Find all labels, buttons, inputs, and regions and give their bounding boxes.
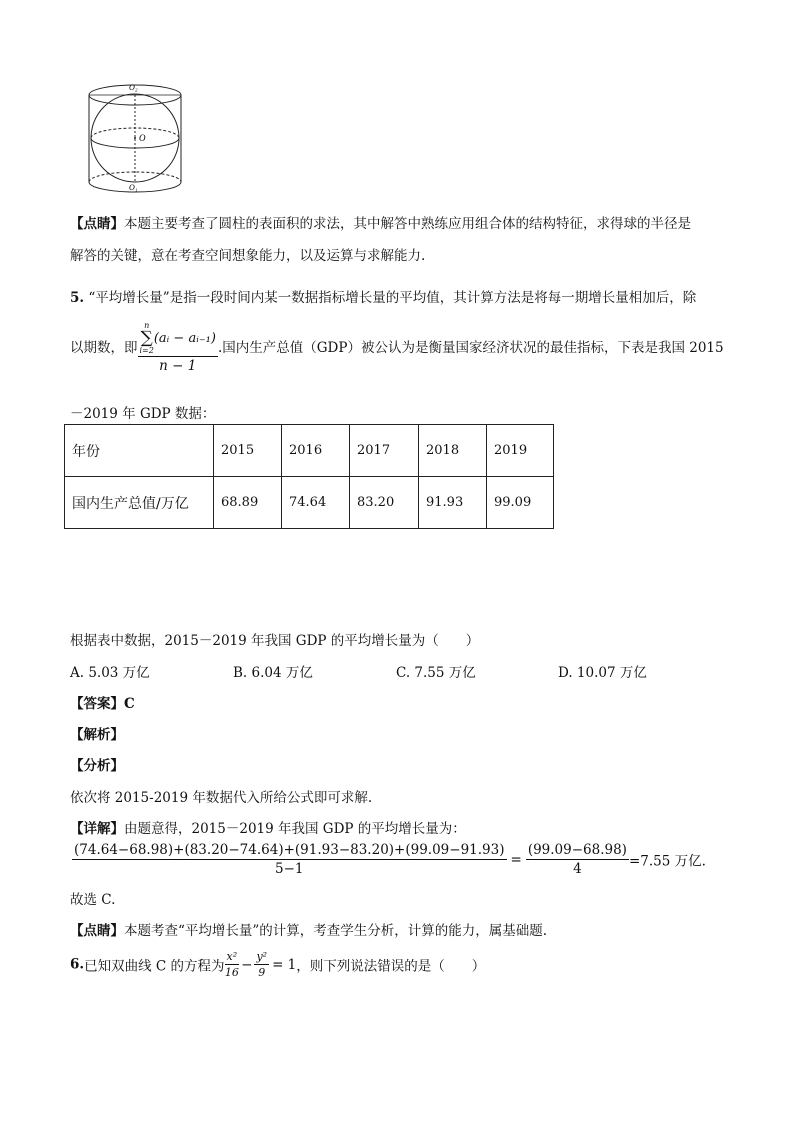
detail-tag: 【详解】 — [70, 821, 124, 837]
hyperbola-term-y — [254, 950, 269, 979]
detail-line — [70, 817, 466, 837]
table-cell: 68.89 — [214, 477, 282, 529]
answer-value: C — [124, 696, 135, 712]
analysis-tag: 【解析】 — [70, 727, 124, 743]
q5-line3: －2019 年 GDP 数据： — [70, 406, 216, 422]
sum-upper: n — [144, 321, 150, 330]
label-o2: O₂ — [129, 83, 138, 92]
answer-tag: 【答案】 — [70, 696, 124, 712]
q5-line2-suffix: .国内生产总值（GDP）被公认为是衡量国家经济状况的最佳指标，下表是我国 2015 — [217, 340, 724, 356]
formula-fraction-1 — [72, 842, 507, 877]
table-cell: 91.93 — [419, 477, 487, 529]
formula-result: =7.55 万亿. — [628, 853, 706, 870]
computation-formula — [72, 842, 706, 877]
detail-text: 由题意得，2015－2019 年我国 GDP 的平均增长量为： — [124, 821, 466, 837]
table-row — [65, 477, 554, 529]
question-number: 5. — [70, 290, 85, 306]
label-o: O — [139, 133, 146, 143]
cylinder-sphere-figure — [80, 78, 190, 196]
comment-text: 本题考查“平均增长量”的计算，考查学生分析，计算的能力，属基础题. — [124, 923, 548, 939]
q6-prefix: 已知双曲线 C 的方程为 — [84, 958, 225, 975]
option-b[interactable]: B. 6.04 万亿 — [233, 665, 313, 681]
equals-one: = 1 — [272, 956, 297, 973]
formula-numerator-1: (74.64−68.98)+(83.20−74.64)+(91.93−83.20)+(99.09−91.93) — [74, 842, 505, 858]
fenxi-tag: 【分析】 — [70, 758, 124, 774]
sum-term: (aᵢ − aᵢ₋₁) — [153, 331, 216, 346]
growth-formula — [138, 318, 218, 374]
formula-fraction-2 — [526, 842, 629, 877]
formula-denominator-2: 4 — [573, 861, 582, 877]
option-a[interactable]: A. 5.03 万亿 — [70, 665, 150, 681]
q5-question: 根据表中数据，2015－2019 年我国 GDP 的平均增长量为（ ） — [70, 633, 480, 649]
sum-lower: i=2 — [139, 346, 154, 355]
table-cell: 2019 — [487, 425, 554, 477]
table-cell: 83.20 — [350, 477, 419, 529]
formula-denominator: n − 1 — [159, 358, 197, 374]
minus-sign: − — [241, 956, 253, 973]
sum-sign: ∑ — [140, 328, 153, 348]
comment-tag: 【点睛】 — [70, 216, 124, 232]
table-cell: 国内生产总值/万亿 — [65, 477, 214, 529]
option-c[interactable]: C. 7.55 万亿 — [396, 665, 476, 681]
table-cell: 74.64 — [282, 477, 350, 529]
table-cell: 2016 — [282, 425, 350, 477]
hyperbola-term-x — [225, 950, 240, 979]
q5-line2 — [70, 318, 724, 374]
gdp-table — [64, 424, 554, 529]
table-cell: 99.09 — [487, 477, 554, 529]
formula-numerator-2: (99.09−68.98) — [527, 842, 627, 858]
q6-suffix: ，则下列说法错误的是（ ） — [296, 958, 486, 975]
q4-comment-line2: 解答的关键，意在考查空间想象能力，以及运算与求解能力. — [70, 248, 426, 264]
q5-comment — [70, 919, 547, 939]
question-number: 6. — [70, 956, 85, 973]
formula-denominator-1: 5−1 — [275, 861, 304, 877]
frac2-den: 9 — [258, 966, 266, 979]
frac1-den: 16 — [224, 966, 239, 979]
label-o1: O₁ — [129, 183, 138, 192]
table-cell: 2015 — [214, 425, 282, 477]
choose-line: 故选 C. — [70, 892, 116, 908]
option-d[interactable]: D. 10.07 万亿 — [558, 665, 647, 681]
q4-comment-line1 — [70, 212, 691, 232]
table-cell: 2018 — [419, 425, 487, 477]
q5-text: “平均增长量”是指一段时间内某一数据指标增长量的平均值，其计算方法是将每一期增长量相加后，除 — [88, 290, 697, 306]
q6-line — [70, 950, 485, 979]
comment-tag: 【点睛】 — [70, 923, 124, 939]
formula-equals: = — [510, 851, 522, 868]
frac2-num: y² — [256, 950, 268, 963]
frac1-num: x² — [226, 950, 238, 963]
table-row — [65, 425, 554, 477]
table-cell: 2017 — [350, 425, 419, 477]
table-cell: 年份 — [65, 425, 214, 477]
answer-line — [70, 692, 135, 712]
q5-line2-prefix: 以期数，即 — [70, 340, 138, 356]
fenxi-text: 依次将 2015-2019 年数据代入所给公式即可求解. — [70, 790, 373, 806]
comment-text: 本题主要考查了圆柱的表面积的求法，其中解答中熟练应用组合体的结构特征，求得球的半径是 — [124, 216, 691, 232]
q5-line1 — [70, 286, 696, 306]
